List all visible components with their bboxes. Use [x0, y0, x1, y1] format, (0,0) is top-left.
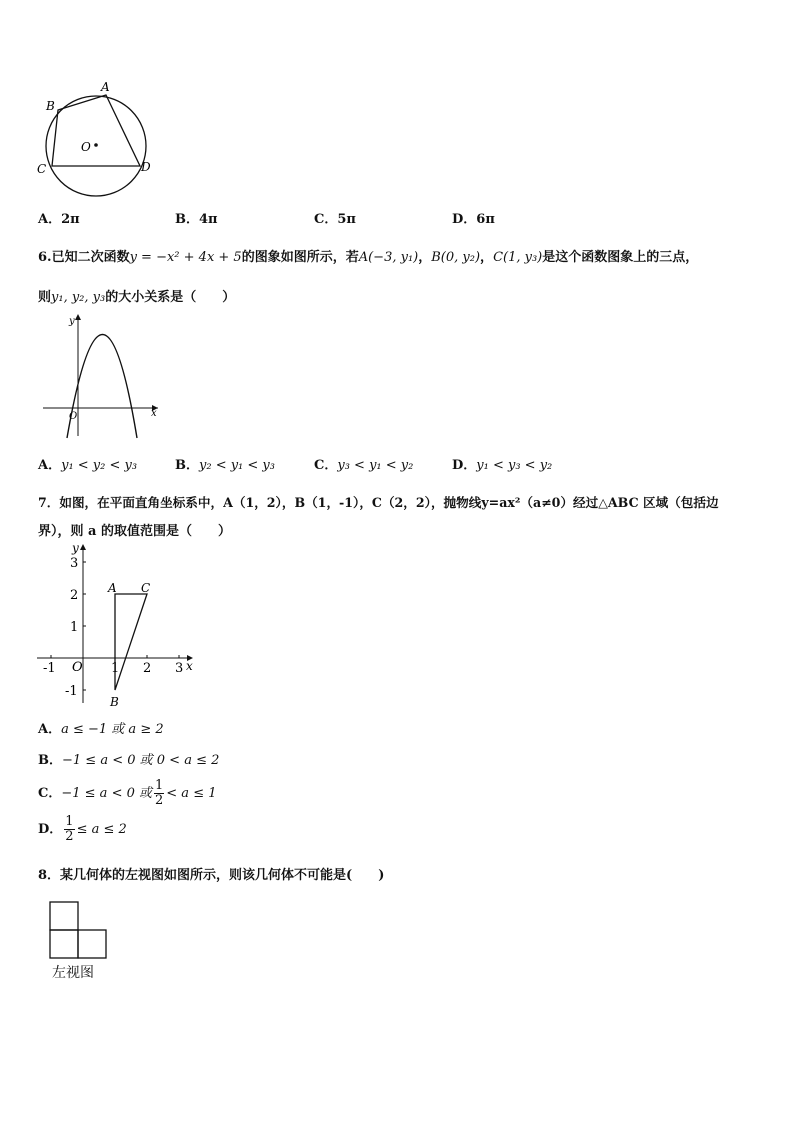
y-tick-label: 1	[70, 620, 79, 635]
label-b: B	[46, 99, 55, 113]
q8-figure-caption: 左视图	[52, 965, 94, 981]
label-d: D	[141, 160, 151, 174]
q6-stem-line1: 6.已知二次函数y = −x² + 4x + 5的图象如图所示，若A(−3, y₁)，B(0, y₂)，C(1, y₃)是这个函数图象上的三点，	[38, 250, 699, 265]
y-axis-label: y	[72, 541, 79, 555]
q6-stem-line2: 则y₁, y₂, y₃的大小关系是（ ）	[38, 290, 236, 305]
label-a: A	[101, 80, 110, 94]
square-bottom-right	[78, 930, 106, 958]
q8-stem: 8．某几何体的左视图如图所示，则该几何体不可能是( )	[38, 868, 385, 883]
x-axis-label: x	[186, 659, 193, 673]
origin-label: O	[69, 411, 78, 422]
y-tick-label: 2	[70, 588, 79, 603]
x-tick-label: 2	[143, 661, 152, 676]
q7-coordinate-figure	[34, 540, 199, 710]
y-axis-label: y	[69, 316, 75, 327]
x-tick-label: 1	[111, 661, 120, 676]
q5-option-a[interactable]: A．2π	[38, 212, 80, 227]
q5-option-d[interactable]: D．6π	[452, 212, 495, 227]
q7-stem-line1: 7．如图，在平面直角坐标系中，A（1，2），B（1，-1），C（2，2），抛物线y=ax²（a≠0）经过△ABC 区域（包括边	[38, 495, 719, 510]
fraction-one-half: $\frac{1}{2}$	[65, 814, 74, 844]
q5-circle-figure	[30, 78, 165, 198]
q6-option-c[interactable]: C．y₃ < y₁ < y₂	[314, 458, 414, 473]
q6-option-d[interactable]: D．y₁ < y₃ < y₂	[452, 458, 553, 473]
q6-option-a[interactable]: A．y₁ < y₂ < y₃	[38, 458, 138, 473]
q5-option-c[interactable]: C．5π	[314, 212, 356, 227]
label-o: O	[81, 140, 91, 154]
label-a: A	[108, 581, 117, 595]
q7-option-c[interactable]: C．−1 ≤ a < 0 或 $\frac{1}{2}$ < a ≤ 1	[38, 778, 217, 808]
x-tick-label: 3	[175, 661, 184, 676]
y-axis-arrow	[80, 544, 86, 550]
label-c: C	[37, 162, 47, 176]
quadrilateral-abcd	[52, 95, 140, 166]
q7-option-b[interactable]: B．−1 ≤ a < 0 或 0 < a ≤ 2	[38, 753, 220, 768]
q7-option-d[interactable]: D． $\frac{1}{2}$ ≤ a ≤ 2	[38, 814, 127, 844]
y-tick-label: 3	[70, 556, 79, 571]
y-tick-label: -1	[65, 684, 78, 699]
q7-stem-line2: 界），则 a 的取值范围是（ ）	[38, 524, 231, 539]
q8-left-view-figure	[48, 900, 110, 962]
square-bottom-left	[50, 930, 78, 958]
x-axis-label: x	[151, 408, 157, 419]
label-c: C	[141, 581, 151, 595]
q6-parabola-figure	[38, 310, 163, 440]
center-dot	[94, 143, 98, 147]
q5-option-b[interactable]: B．4π	[175, 212, 218, 227]
y-axis-arrow	[75, 314, 81, 320]
label-b: B	[110, 695, 119, 709]
q7-option-a[interactable]: A．a ≤ −1 或 a ≥ 2	[38, 722, 164, 737]
q6-option-b[interactable]: B．y₂ < y₁ < y₃	[175, 458, 275, 473]
origin-label: O	[72, 660, 83, 675]
q6-function: y = −x² + 4x + 5	[129, 250, 242, 265]
x-tick-label: -1	[43, 661, 56, 676]
square-top	[50, 902, 78, 930]
fraction-one-half: $\frac{1}{2}$	[155, 778, 164, 808]
